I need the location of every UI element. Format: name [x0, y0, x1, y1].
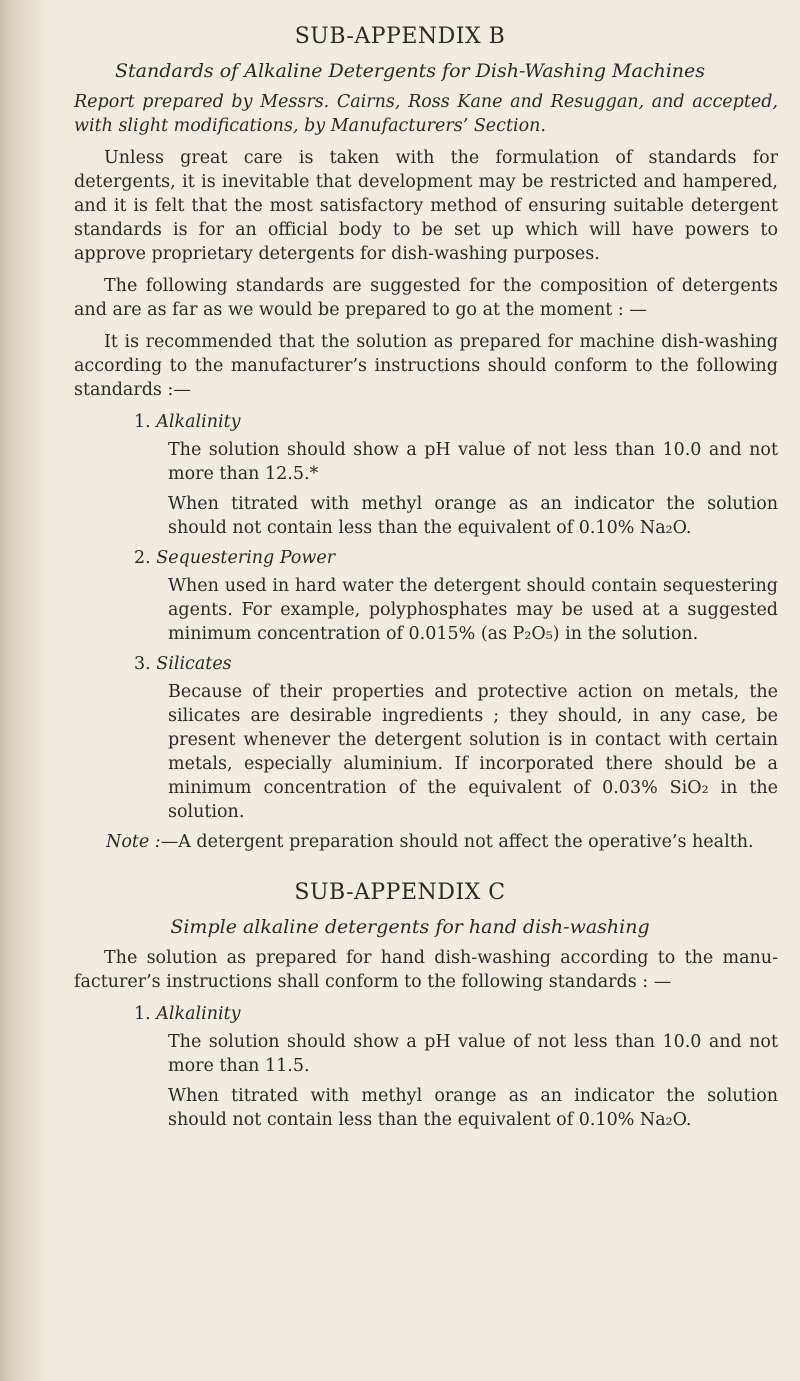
c-intro-paragraph — [74, 946, 778, 994]
c-item-1b-text: When titrated with methyl orange as an indicator the solution should not contain less than the equivalent of 0.10% Na₂O. — [168, 1086, 778, 1130]
b-item-1-title — [134, 410, 800, 434]
sub-appendix-b-subtitle: Standards of Alkaline Detergents for Dish-Washing Machines — [114, 60, 706, 82]
intro-paragraph-1 — [74, 146, 778, 266]
report-attribution-text: Report prepared by Messrs. Cairns, Ross Kane and Resuggan, and accepted, with slight modifications, by Manufacturers’ Section. — [74, 92, 778, 136]
b-note-text: —A detergent preparation should not affect the operative’s health. — [160, 832, 754, 852]
b-item-2-number: 2. — [134, 548, 151, 568]
sub-appendix-c-heading: SUB-APPENDIX C — [294, 880, 506, 905]
b-note-label: Note : — [106, 832, 161, 852]
b-item-1a-text: The solution should show a pH value of not less than 10.0 and not more than 12.5.* — [168, 440, 778, 484]
c-item-1-number: 1. — [134, 1004, 151, 1024]
sub-appendix-c-subtitle: Simple alkaline detergents for hand dish-washing — [170, 916, 650, 938]
b-item-1-number: 1. — [134, 412, 151, 432]
intro-paragraph-3-text: It is recommended that the solution as prepared for machine dish-washing according to the manufacturer’s instructions should conform to the following standards :— — [74, 332, 778, 400]
c-item-1-title — [134, 1002, 800, 1026]
intro-paragraph-1-text: Unless great care is taken with the formulation of standards for detergents, it is inevitable that development may be restricted and hampered, and it is felt that the most satisfactory method of ensuring suitable detergent standards is for an official body to be set up which will have powers to approve proprietary detergents for dish-washing purposes. — [74, 148, 778, 264]
intro-paragraph-2 — [74, 274, 778, 322]
b-note — [106, 830, 786, 854]
sub-appendix-b-heading: SUB-APPENDIX B — [294, 24, 506, 49]
intro-paragraph-2-text: The following standards are suggested for the composition of detergents and are as far as we would be prepared to go at the moment : — — [74, 276, 778, 320]
c-item-1a-text: The solution should show a pH value of not less than 10.0 and not more than 11.5. — [168, 1032, 778, 1076]
c-intro-paragraph-text: The solution as prepared for hand dish-washing according to the manu-facturer’s instructions shall conform to the following standards : — — [74, 948, 778, 992]
b-item-1b-text: When titrated with methyl orange as an indicator the solution should not contain less than the equivalent of 0.10% Na₂O. — [168, 494, 778, 538]
b-item-3-title — [134, 652, 800, 676]
report-attribution — [74, 90, 778, 138]
b-item-2-title — [134, 546, 800, 570]
page-content — [0, 22, 800, 1138]
b-item-3-text: Because of their properties and protective action on metals, the silicates are desirable ingredients ; they should, in any case, be present whenever the detergent solution is in contact with certain metals, especially aluminium. If incorporated there should be a minimum concentration of the equivalent of 0.03% SiO₂ in the solution. — [168, 682, 778, 822]
b-item-3-title-text: Silicates — [156, 654, 232, 674]
c-item-1-title-text: Alkalinity — [156, 1004, 241, 1024]
b-item-2-title-text: Sequestering Power — [156, 548, 336, 568]
b-item-3-number: 3. — [134, 654, 151, 674]
b-item-1-title-text: Alkalinity — [156, 412, 241, 432]
b-item-2-text: When used in hard water the detergent should contain sequestering agents. For example, polyphosphates may be used at a suggested minimum concentration of 0.015% (as P₂O₅) in the solution. — [168, 576, 778, 644]
intro-paragraph-3 — [74, 330, 778, 402]
